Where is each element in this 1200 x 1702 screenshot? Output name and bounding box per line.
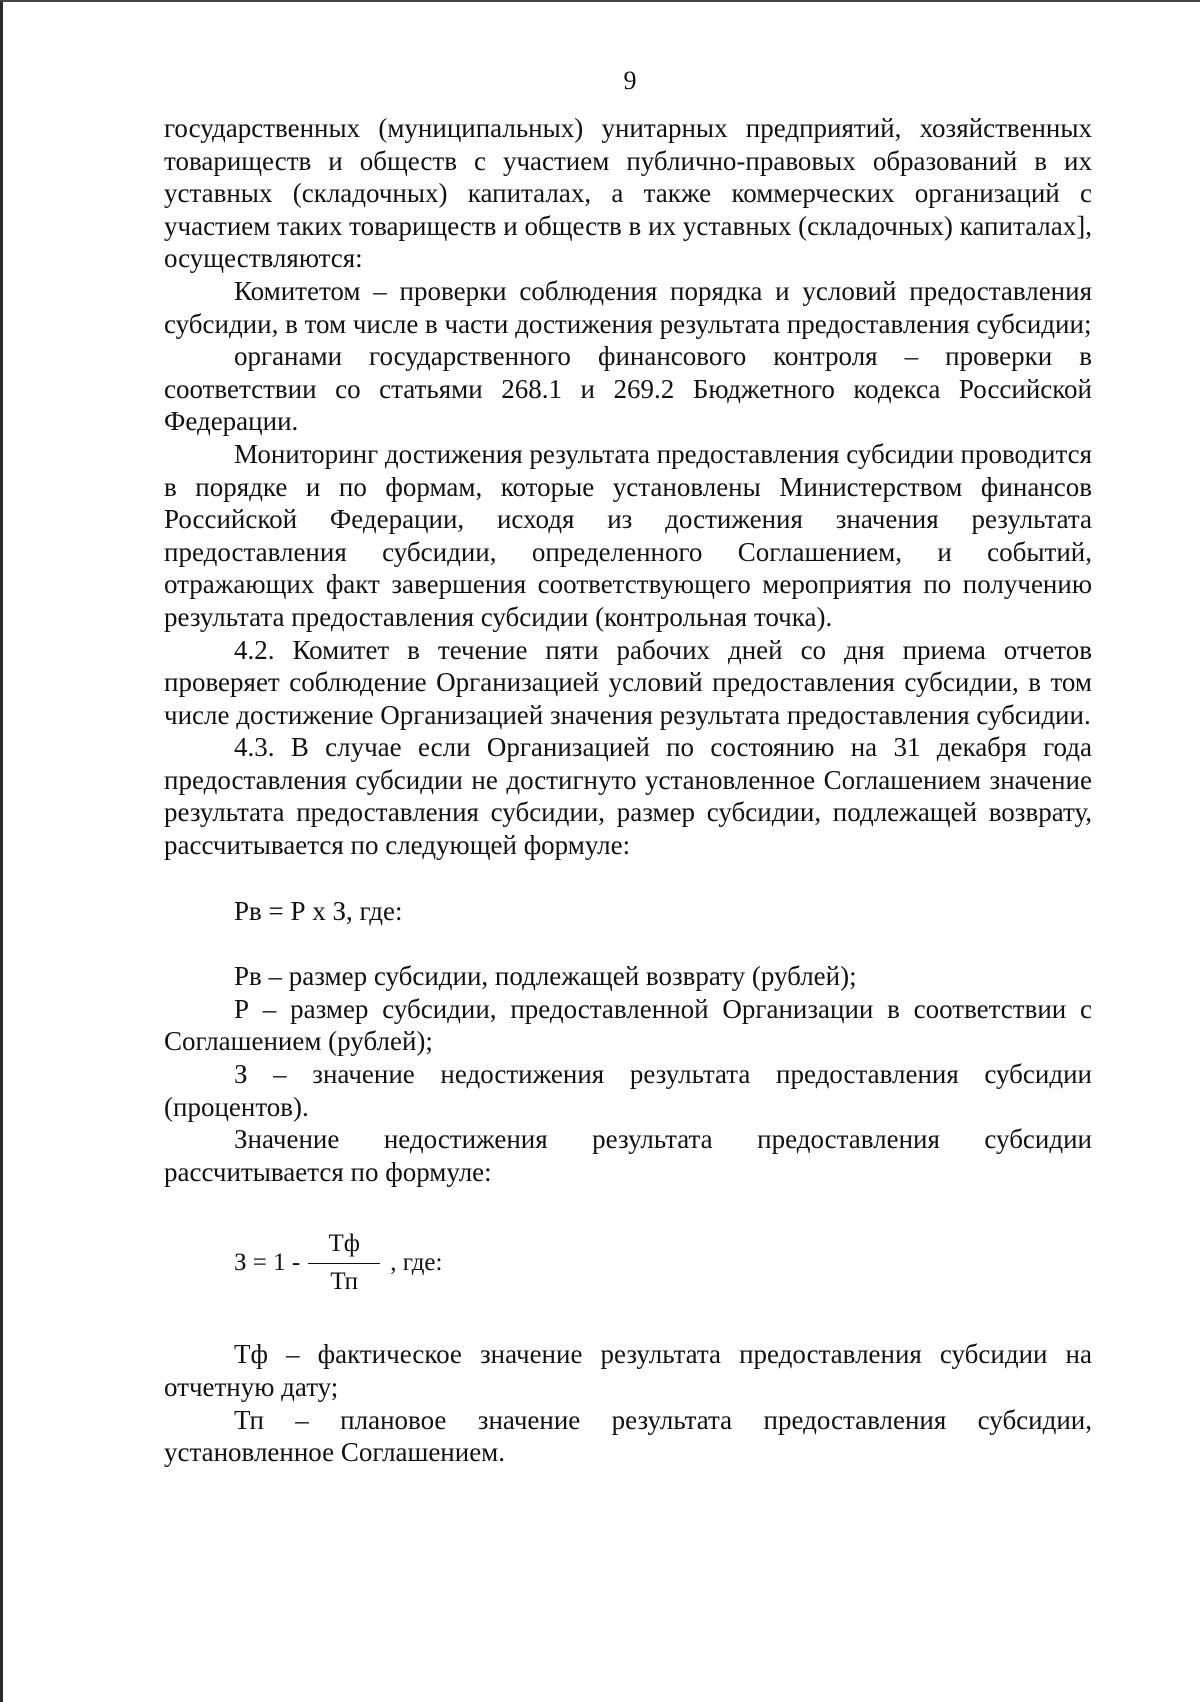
paragraph-continuation: государственных (муниципальных) унитарных предприятий, хозяйственных товариществ и обществ с участием публично-правовых образований в их уставных (складочных) капиталах, а также коммерческих организаций с участием таких товариществ и обществ в их уставных (складочных) капиталах], осуществляются: (164, 113, 1092, 274)
paragraph-underachievement: Значение недостижения результата предоставления субсидии рассчитывается по формуле: (164, 1124, 1092, 1187)
page-number: 9 (623, 66, 637, 95)
fraction-denominator: Тп (330, 1267, 359, 1295)
formula-lhs: З = 1 - (234, 1249, 301, 1277)
scan-edge-top (0, 0, 1200, 2)
paragraph-financial-control: органами государственного финансового контроля – проверки в соответствии со статьями 268.1 и 269.2 Бюджетного кодекса Российской Федерации. (164, 341, 1092, 437)
paragraph-monitoring: Мониторинг достижения результата предоставления субсидии проводится в порядке и по формам, которые установлены Министерством финансов Российской Федерации, исходя из достижения значения результата предоставления субсидии, определенного Соглашением, и событий, отражающих факт завершения соответствующего мероприятия по получению результата предоставления субсидии (контрольная точка). (164, 438, 1092, 632)
document-body (164, 112, 1092, 1469)
spacer (164, 927, 1092, 960)
scan-edge-left (0, 0, 3, 1702)
formula-suffix: , где: (390, 1249, 443, 1277)
paragraph-4-3: 4.3. В случае если Организацией по состоянию на 31 декабря года предоставления субсидии не достигнуто установленное Соглашением значение результата предоставления субсидии, размер субсидии, подлежащей возврату, рассчитывается по следующей формуле: (164, 732, 1092, 861)
paragraph-4-2: 4.2. Комитет в течение пяти рабочих дней со дня приема отчетов проверяет соблюдение Организацией условий предоставления субсидии, в том числе достижение Организацией значения результата предоставления субсидии. (164, 634, 1092, 730)
fraction-numerator: Тф (308, 1228, 380, 1264)
spacer (164, 1188, 1092, 1220)
definition-rv: Рв – размер субсидии, подлежащей возврату (рублей); (234, 961, 857, 992)
spacer (164, 862, 1092, 895)
paragraph-committee-checks: Комитетом – проверки соблюдения порядка и условий предоставления субсидии, в том числе в части достижения результата предоставления субсидии; (164, 275, 1092, 339)
spacer (164, 1306, 1092, 1338)
definition-z: З – значение недостижения результата предоставления субсидии (процентов). (164, 1059, 1092, 1122)
definition-r: Р – размер субсидии, предоставленной Организации в соответствии с Соглашением (рублей); (164, 993, 1092, 1057)
definition-tp: Тп – плановое значение результата предоставления субсидии, установленное Соглашением. (164, 1404, 1092, 1468)
definition-tf: Тф – фактическое значение результата предоставления субсидии на отчетную дату; (164, 1339, 1092, 1402)
formula-underachievement (234, 1220, 1092, 1306)
formula-refund: Рв = Р х З, где: (234, 895, 403, 926)
formula-fraction (308, 1228, 380, 1298)
